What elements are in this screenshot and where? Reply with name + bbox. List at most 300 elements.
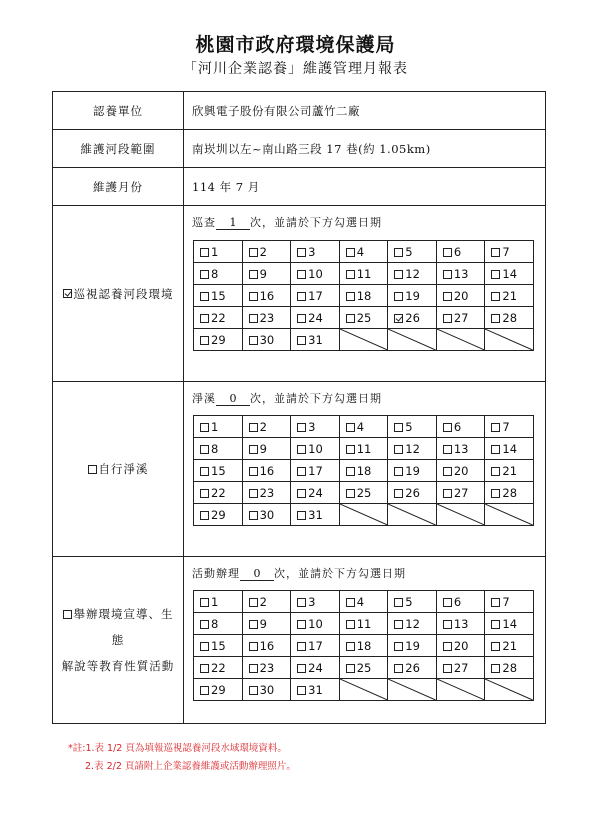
day-checkbox[interactable] <box>346 248 355 257</box>
day-checkbox[interactable] <box>346 270 355 279</box>
day-number: 26 <box>405 485 420 500</box>
day-checkbox[interactable] <box>200 248 209 257</box>
day-cell[interactable] <box>485 482 534 504</box>
day-cell[interactable] <box>485 285 534 307</box>
day-number: 8 <box>211 441 219 456</box>
day-checkbox[interactable] <box>443 445 452 454</box>
day-number: 19 <box>405 288 420 303</box>
info-value[interactable]: 114 年 7 月 <box>192 179 260 194</box>
day-checkbox[interactable] <box>200 511 209 520</box>
day-number: 16 <box>259 288 275 303</box>
day-cell[interactable] <box>436 285 485 307</box>
day-number: 21 <box>502 288 518 303</box>
empty-day-cell <box>485 329 534 351</box>
day-checkbox[interactable] <box>249 598 258 607</box>
day-checkbox[interactable] <box>443 489 452 498</box>
day-cell[interactable] <box>485 460 534 482</box>
day-number: 25 <box>356 660 372 675</box>
day-cell[interactable] <box>291 504 340 526</box>
day-cell[interactable] <box>436 307 485 329</box>
day-cell[interactable] <box>242 329 291 351</box>
day-cell[interactable] <box>485 657 534 679</box>
day-checkbox[interactable] <box>346 292 355 301</box>
day-checkbox[interactable] <box>394 664 403 673</box>
day-cell[interactable] <box>194 416 243 438</box>
day-checkbox[interactable] <box>297 598 306 607</box>
day-cell[interactable] <box>194 438 243 460</box>
diagonal-slash <box>388 329 436 350</box>
day-checkbox[interactable] <box>249 467 258 476</box>
day-cell[interactable] <box>242 679 291 701</box>
day-cell[interactable] <box>339 591 388 613</box>
day-cell[interactable] <box>194 329 243 351</box>
day-cell[interactable] <box>194 635 243 657</box>
day-number: 24 <box>308 660 323 675</box>
day-cell[interactable] <box>194 285 243 307</box>
day-cell[interactable] <box>436 263 485 285</box>
day-checkbox[interactable] <box>249 686 258 695</box>
day-number: 8 <box>211 266 219 281</box>
diagonal-slash <box>485 679 533 700</box>
day-cell[interactable] <box>436 416 485 438</box>
day-checkbox[interactable] <box>297 686 306 695</box>
day-cell[interactable] <box>291 635 340 657</box>
day-checkbox[interactable] <box>200 642 209 651</box>
day-number: 27 <box>453 485 469 500</box>
day-cell[interactable] <box>194 679 243 701</box>
day-cell[interactable] <box>194 657 243 679</box>
day-number: 31 <box>308 682 323 697</box>
section-label-line2: 解說等教育性質活動 <box>61 659 175 673</box>
day-number: 14 <box>502 441 518 456</box>
day-cell[interactable] <box>194 591 243 613</box>
day-number: 27 <box>453 660 469 675</box>
day-checkbox[interactable] <box>249 248 258 257</box>
day-cell[interactable] <box>242 438 291 460</box>
day-cell[interactable] <box>242 241 291 263</box>
day-checkbox[interactable] <box>297 248 306 257</box>
section-count-line <box>192 390 382 406</box>
day-number: 20 <box>453 288 469 303</box>
day-number: 1 <box>211 419 219 434</box>
day-cell[interactable] <box>485 613 534 635</box>
day-cell[interactable] <box>388 241 437 263</box>
day-cell[interactable] <box>242 307 291 329</box>
day-number: 24 <box>308 310 323 325</box>
day-cell[interactable] <box>291 482 340 504</box>
day-number: 1 <box>211 594 219 609</box>
day-cell[interactable] <box>388 285 437 307</box>
empty-day-cell <box>388 679 437 701</box>
diagonal-slash <box>437 679 485 700</box>
empty-day-cell <box>436 504 485 526</box>
info-value[interactable]: 欣興電子股份有限公司蘆竹二廠 <box>192 103 360 118</box>
day-cell[interactable] <box>291 416 340 438</box>
day-cell[interactable] <box>388 263 437 285</box>
day-cell[interactable] <box>436 460 485 482</box>
day-cell[interactable] <box>339 482 388 504</box>
day-cell[interactable] <box>339 307 388 329</box>
day-number: 2 <box>259 244 267 259</box>
day-checkbox[interactable] <box>200 467 209 476</box>
day-number: 17 <box>308 288 323 303</box>
day-checkbox[interactable] <box>491 248 500 257</box>
day-checkbox[interactable] <box>394 642 403 651</box>
day-cell[interactable] <box>436 613 485 635</box>
day-checkbox[interactable] <box>249 489 258 498</box>
day-checkbox[interactable] <box>491 467 500 476</box>
day-checkbox[interactable] <box>346 642 355 651</box>
day-checkbox[interactable] <box>443 467 452 476</box>
day-number: 4 <box>356 419 365 434</box>
date-grid <box>193 240 534 351</box>
day-checkbox[interactable] <box>297 489 306 498</box>
day-cell[interactable] <box>339 635 388 657</box>
info-label: 認養單位 <box>53 92 184 129</box>
empty-day-cell <box>339 504 388 526</box>
count-prefix: 淨溪 <box>192 392 216 405</box>
report-form <box>52 91 546 724</box>
day-cell[interactable] <box>291 263 340 285</box>
day-checkbox[interactable] <box>297 270 306 279</box>
day-number: 21 <box>502 463 518 478</box>
empty-day-cell <box>339 679 388 701</box>
day-checkbox[interactable] <box>297 445 306 454</box>
day-number: 17 <box>308 463 323 478</box>
day-checkbox[interactable] <box>249 620 258 629</box>
day-checkbox[interactable] <box>297 292 306 301</box>
day-number: 20 <box>453 463 469 478</box>
day-cell[interactable] <box>485 241 534 263</box>
day-cell[interactable] <box>436 591 485 613</box>
day-checkbox[interactable] <box>297 620 306 629</box>
day-checkbox[interactable] <box>491 489 500 498</box>
day-number: 18 <box>356 463 372 478</box>
day-number: 20 <box>453 638 469 653</box>
day-number: 5 <box>405 419 413 434</box>
day-checkbox[interactable] <box>249 292 258 301</box>
day-cell[interactable] <box>485 635 534 657</box>
day-checkbox[interactable] <box>443 620 452 629</box>
diagonal-slash <box>388 504 436 525</box>
day-number: 26 <box>405 660 420 675</box>
day-number: 27 <box>453 310 469 325</box>
day-cell[interactable] <box>436 438 485 460</box>
day-checkbox[interactable] <box>346 314 355 323</box>
day-number: 15 <box>211 463 226 478</box>
day-checkbox[interactable] <box>443 664 452 673</box>
day-cell[interactable] <box>242 460 291 482</box>
day-cell[interactable] <box>485 307 534 329</box>
day-cell[interactable] <box>436 241 485 263</box>
day-checkbox[interactable] <box>200 489 209 498</box>
day-checkbox[interactable] <box>297 642 306 651</box>
day-cell[interactable] <box>291 307 340 329</box>
day-checkbox[interactable] <box>249 445 258 454</box>
day-checkbox[interactable] <box>346 620 355 629</box>
day-cell[interactable] <box>388 657 437 679</box>
day-cell[interactable] <box>291 241 340 263</box>
day-number: 28 <box>502 485 518 500</box>
day-cell[interactable] <box>388 460 437 482</box>
day-cell[interactable] <box>194 504 243 526</box>
day-cell[interactable] <box>485 263 534 285</box>
day-checkbox[interactable] <box>249 336 258 345</box>
day-cell[interactable] <box>436 657 485 679</box>
day-cell[interactable] <box>242 591 291 613</box>
day-number: 24 <box>308 485 323 500</box>
day-checkbox[interactable] <box>200 686 209 695</box>
day-checkbox[interactable] <box>200 664 209 673</box>
day-checkbox[interactable] <box>491 642 500 651</box>
info-label: 維護河段範圍 <box>53 130 184 167</box>
day-cell[interactable] <box>485 438 534 460</box>
day-cell[interactable] <box>485 416 534 438</box>
day-cell[interactable] <box>242 613 291 635</box>
count-field[interactable]: 0 <box>216 393 250 406</box>
day-cell[interactable] <box>242 635 291 657</box>
day-cell[interactable] <box>291 460 340 482</box>
diagonal-slash <box>388 679 436 700</box>
empty-day-cell <box>436 329 485 351</box>
section-label[interactable] <box>53 206 184 381</box>
day-checkbox[interactable] <box>297 664 306 673</box>
day-number: 8 <box>211 616 219 631</box>
day-checkbox[interactable] <box>443 598 452 607</box>
day-cell[interactable] <box>194 460 243 482</box>
diagonal-slash <box>485 504 533 525</box>
diagonal-slash <box>485 329 533 350</box>
day-number: 18 <box>356 288 372 303</box>
day-cell[interactable] <box>388 635 437 657</box>
day-checkbox[interactable] <box>346 489 355 498</box>
day-number: 18 <box>356 638 372 653</box>
day-checkbox[interactable] <box>346 598 355 607</box>
day-checkbox[interactable] <box>491 292 500 301</box>
day-checkbox[interactable] <box>394 270 403 279</box>
day-number: 13 <box>453 616 469 631</box>
day-checkbox[interactable] <box>394 292 403 301</box>
day-cell[interactable] <box>242 482 291 504</box>
day-checkbox[interactable] <box>394 445 403 454</box>
day-cell[interactable] <box>339 460 388 482</box>
day-checkbox[interactable] <box>491 445 500 454</box>
day-checkbox[interactable] <box>297 467 306 476</box>
day-checkbox[interactable] <box>249 511 258 520</box>
day-cell[interactable] <box>388 482 437 504</box>
day-cell[interactable] <box>388 591 437 613</box>
day-checkbox[interactable] <box>394 620 403 629</box>
day-checkbox[interactable] <box>200 423 209 432</box>
day-number: 7 <box>502 594 510 609</box>
day-number: 16 <box>259 638 275 653</box>
day-cell[interactable] <box>291 438 340 460</box>
day-number: 14 <box>502 266 518 281</box>
day-cell[interactable] <box>339 263 388 285</box>
day-checkbox[interactable] <box>200 270 209 279</box>
day-checkbox[interactable] <box>394 467 403 476</box>
day-cell[interactable] <box>339 285 388 307</box>
diagonal-slash <box>437 329 485 350</box>
day-checkbox[interactable] <box>394 423 403 432</box>
info-value[interactable]: 南崁圳以左~南山路三段 17 巷(約 1.05km) <box>192 141 431 156</box>
day-cell[interactable] <box>339 416 388 438</box>
day-checkbox[interactable] <box>394 489 403 498</box>
info-row-unit <box>53 92 545 130</box>
day-number: 12 <box>405 266 420 281</box>
day-cell[interactable] <box>339 241 388 263</box>
day-checkbox[interactable] <box>297 423 306 432</box>
day-number: 12 <box>405 441 420 456</box>
count-field[interactable]: 0 <box>240 568 274 581</box>
day-checkbox[interactable] <box>346 445 355 454</box>
day-checkbox[interactable] <box>297 511 306 520</box>
day-checkbox[interactable] <box>249 642 258 651</box>
day-cell[interactable] <box>388 438 437 460</box>
day-cell[interactable] <box>339 438 388 460</box>
day-cell[interactable] <box>485 591 534 613</box>
page-subtitle: 「河川企業認養」維護管理月報表 <box>183 61 408 77</box>
day-checkbox[interactable] <box>491 598 500 607</box>
info-label: 維護月份 <box>53 168 184 205</box>
day-number: 10 <box>308 616 323 631</box>
day-checkbox[interactable] <box>249 270 258 279</box>
day-number: 11 <box>356 266 372 281</box>
day-cell[interactable] <box>291 329 340 351</box>
day-checkbox[interactable] <box>491 664 500 673</box>
day-number: 30 <box>259 507 275 522</box>
day-checkbox[interactable] <box>200 292 209 301</box>
footnotes <box>68 740 296 776</box>
day-checkbox[interactable] <box>443 292 452 301</box>
day-checkbox[interactable] <box>297 314 306 323</box>
day-cell[interactable] <box>436 635 485 657</box>
day-number: 11 <box>356 616 372 631</box>
day-number: 26 <box>405 310 420 325</box>
section-count-line <box>192 214 382 230</box>
day-cell[interactable] <box>388 416 437 438</box>
page-title: 桃園市政府環境保護局 <box>195 34 396 56</box>
day-cell[interactable] <box>242 657 291 679</box>
day-checkbox[interactable] <box>394 314 403 323</box>
day-number: 12 <box>405 616 420 631</box>
day-checkbox[interactable] <box>249 423 258 432</box>
day-cell[interactable] <box>194 307 243 329</box>
day-checkbox[interactable] <box>200 620 209 629</box>
day-cell[interactable] <box>194 613 243 635</box>
day-number: 23 <box>259 660 275 675</box>
count-field[interactable]: 1 <box>216 217 250 230</box>
day-checkbox[interactable] <box>491 270 500 279</box>
diagonal-slash <box>340 679 388 700</box>
day-checkbox[interactable] <box>200 336 209 345</box>
day-cell[interactable] <box>291 285 340 307</box>
day-number: 3 <box>308 419 316 434</box>
day-cell[interactable] <box>388 307 437 329</box>
info-row-month <box>53 168 545 206</box>
day-number: 22 <box>211 660 226 675</box>
section-label-text: 巡視認養河段環境 <box>73 286 174 301</box>
day-checkbox[interactable] <box>443 642 452 651</box>
day-checkbox[interactable] <box>346 664 355 673</box>
section-label[interactable] <box>53 557 184 723</box>
day-number: 30 <box>259 332 275 347</box>
diagonal-slash <box>340 329 388 350</box>
day-number: 10 <box>308 266 323 281</box>
day-cell[interactable] <box>242 504 291 526</box>
day-checkbox[interactable] <box>491 314 500 323</box>
day-checkbox[interactable] <box>443 248 452 257</box>
day-cell[interactable] <box>339 613 388 635</box>
section-checkbox[interactable] <box>88 465 97 474</box>
day-checkbox[interactable] <box>200 598 209 607</box>
day-checkbox[interactable] <box>346 423 355 432</box>
count-suffix: 次，並請於下方勾選日期 <box>274 567 406 580</box>
day-cell[interactable] <box>291 613 340 635</box>
count-prefix: 活動辦理 <box>192 567 240 580</box>
day-cell[interactable] <box>194 482 243 504</box>
day-checkbox[interactable] <box>200 445 209 454</box>
day-number: 13 <box>453 441 469 456</box>
day-number: 30 <box>259 682 275 697</box>
day-number: 29 <box>211 507 226 522</box>
section-label[interactable] <box>53 382 184 556</box>
section-patrol <box>53 206 545 382</box>
day-number: 25 <box>356 485 372 500</box>
day-checkbox[interactable] <box>249 664 258 673</box>
day-cell[interactable] <box>291 591 340 613</box>
day-number: 7 <box>502 244 510 259</box>
day-cell[interactable] <box>291 657 340 679</box>
day-cell[interactable] <box>436 482 485 504</box>
day-checkbox[interactable] <box>297 336 306 345</box>
day-number: 28 <box>502 660 518 675</box>
day-checkbox[interactable] <box>491 423 500 432</box>
day-number: 19 <box>405 463 420 478</box>
section-label-text: 自行淨溪 <box>98 462 149 476</box>
day-cell[interactable] <box>242 263 291 285</box>
empty-day-cell <box>485 504 534 526</box>
day-number: 7 <box>502 419 510 434</box>
day-cell[interactable] <box>339 657 388 679</box>
day-cell[interactable] <box>242 416 291 438</box>
day-checkbox[interactable] <box>443 423 452 432</box>
count-prefix: 巡查 <box>192 216 216 229</box>
day-number: 6 <box>453 244 462 259</box>
day-checkbox[interactable] <box>394 248 403 257</box>
day-checkbox[interactable] <box>443 270 452 279</box>
day-cell[interactable] <box>242 285 291 307</box>
section-checkbox[interactable] <box>63 289 72 298</box>
section-checkbox[interactable] <box>63 610 72 619</box>
day-checkbox[interactable] <box>200 314 209 323</box>
day-number: 22 <box>211 485 226 500</box>
empty-day-cell <box>436 679 485 701</box>
day-number: 6 <box>453 419 462 434</box>
day-cell[interactable] <box>388 613 437 635</box>
day-number: 4 <box>356 244 365 259</box>
day-cell[interactable] <box>194 241 243 263</box>
day-checkbox[interactable] <box>491 620 500 629</box>
day-checkbox[interactable] <box>443 314 452 323</box>
day-number: 5 <box>405 244 413 259</box>
day-checkbox[interactable] <box>346 467 355 476</box>
day-cell[interactable] <box>291 679 340 701</box>
day-checkbox[interactable] <box>394 598 403 607</box>
day-cell[interactable] <box>194 263 243 285</box>
count-suffix: 次，並請於下方勾選日期 <box>250 392 382 405</box>
day-checkbox[interactable] <box>249 314 258 323</box>
